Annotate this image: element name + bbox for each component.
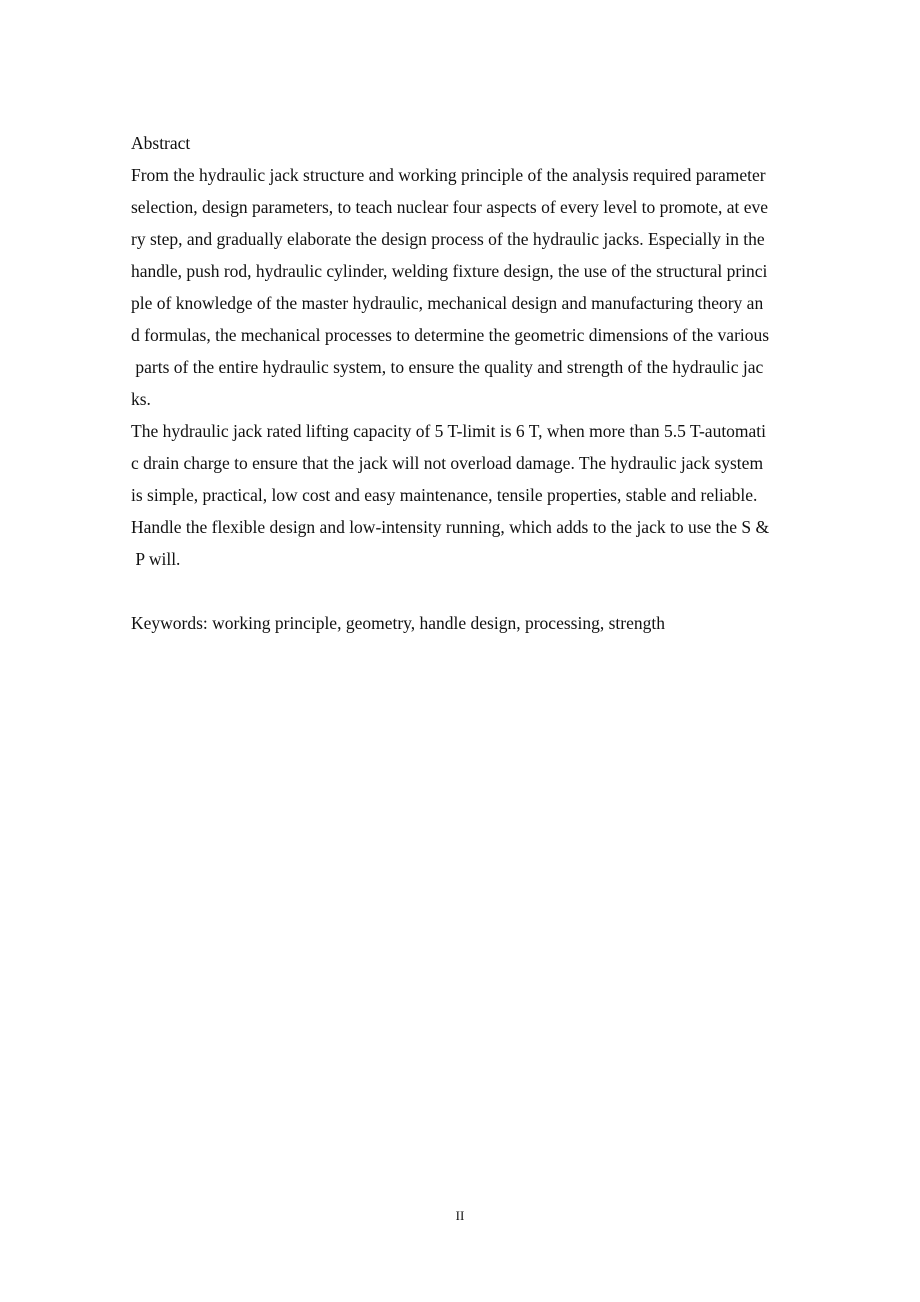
abstract-heading: Abstract: [131, 133, 191, 153]
paragraph1-line-8: ks.: [131, 389, 151, 409]
paragraph2-line-1: The hydraulic jack rated lifting capacity of 5 T-limit is 6 T, when more than 5.5 T-automati: [131, 421, 767, 441]
paragraph2-line-4: Handle the flexible design and low-intensity running, which adds to the jack to use the S &: [131, 517, 770, 537]
paragraph2-line-3: is simple, practical, low cost and easy maintenance, tensile properties, stable and reliable.: [131, 485, 758, 505]
paragraph1-line-3: ry step, and gradually elaborate the design process of the hydraulic jacks. Especially in the: [131, 229, 765, 249]
paragraph1-line-7: parts of the entire hydraulic system, to ensure the quality and strength of the hydraulic jac: [131, 357, 764, 377]
paragraph1-line-1: From the hydraulic jack structure and working principle of the analysis required parameter: [131, 165, 766, 185]
paragraph2-line-5: P will.: [131, 549, 181, 569]
paragraph1-line-5: ple of knowledge of the master hydraulic, mechanical design and manufacturing theory an: [131, 293, 764, 313]
keywords-line: Keywords: working principle, geometry, handle design, processing, strength: [131, 613, 665, 633]
paragraph2-line-2: c drain charge to ensure that the jack will not overload damage. The hydraulic jack system: [131, 453, 764, 473]
paragraph1-line-6: d formulas, the mechanical processes to determine the geometric dimensions of the various: [131, 325, 770, 345]
paragraph1-line-4: handle, push rod, hydraulic cylinder, welding fixture design, the use of the structural princi: [131, 261, 768, 281]
paragraph1-line-2: selection, design parameters, to teach nuclear four aspects of every level to promote, at eve: [131, 197, 769, 217]
page-number: II: [455, 1208, 465, 1223]
